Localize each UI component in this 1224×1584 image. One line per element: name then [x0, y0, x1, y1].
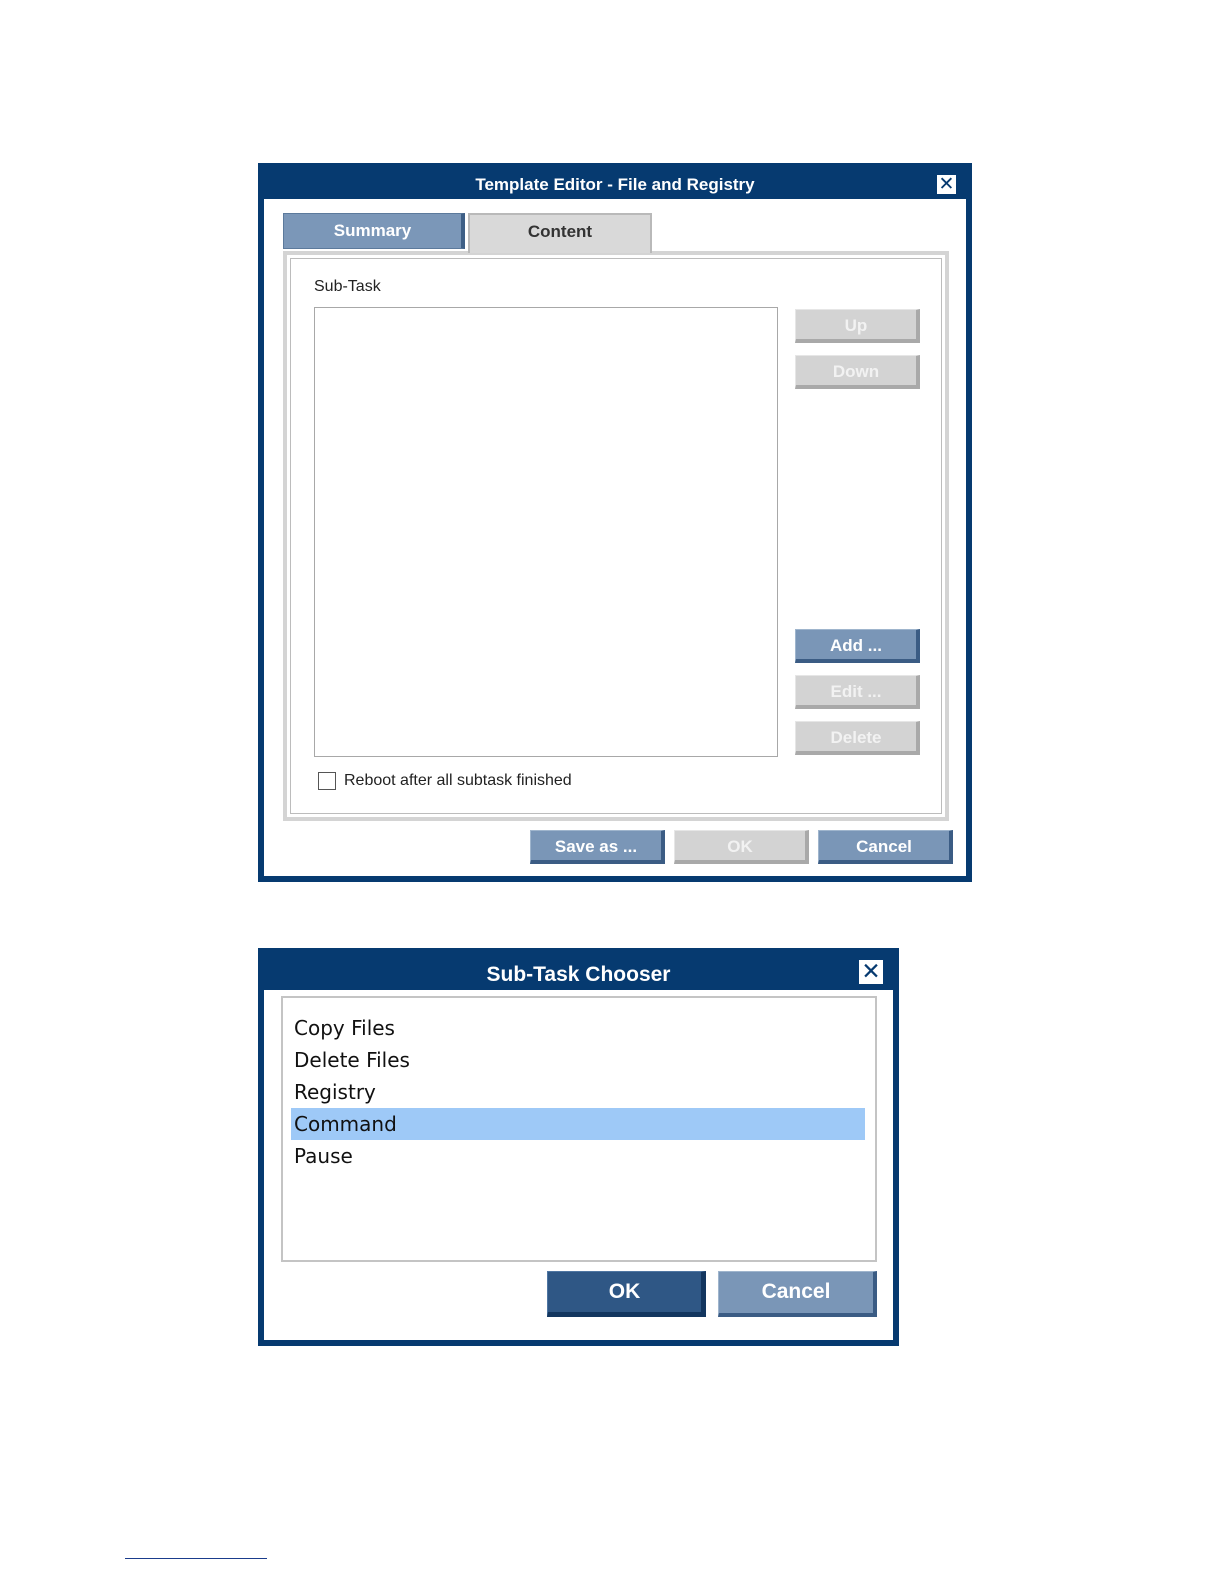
add-button[interactable]: Add ... [795, 629, 920, 663]
footnote-divider [125, 1558, 267, 1559]
chooser-title-bar[interactable] [264, 954, 893, 990]
reboot-option [318, 770, 572, 792]
reboot-checkbox-label: Reboot after all subtask finished [344, 772, 572, 789]
close-icon[interactable]: ✕ [857, 958, 885, 986]
ok-button[interactable]: OK [674, 830, 809, 864]
dialog-title: Template Editor - File and Registry [475, 175, 755, 194]
subtask-label: Sub-Task [314, 278, 381, 295]
list-item-delete-files[interactable]: Delete Files [294, 1048, 410, 1072]
delete-button[interactable]: Delete [795, 721, 920, 755]
close-icon[interactable]: ✕ [935, 173, 958, 196]
list-item-pause[interactable]: Pause [294, 1144, 353, 1168]
chooser-ok-button[interactable]: OK [547, 1271, 706, 1317]
cancel-button[interactable]: Cancel [818, 830, 953, 864]
tab-summary[interactable]: Summary [283, 213, 465, 249]
template-editor-dialog [258, 163, 972, 882]
tab-content[interactable]: Content [468, 213, 652, 253]
save-as-button[interactable]: Save as ... [530, 830, 665, 864]
edit-button[interactable]: Edit ... [795, 675, 920, 709]
subtask-chooser-dialog [258, 948, 899, 1346]
chooser-title: Sub-Task Chooser [486, 963, 671, 986]
list-item-command[interactable]: Command [291, 1108, 865, 1140]
chooser-cancel-button[interactable]: Cancel [718, 1271, 877, 1317]
list-item-registry[interactable]: Registry [294, 1080, 376, 1104]
subtask-list[interactable] [314, 307, 778, 757]
list-item-copy-files[interactable]: Copy Files [294, 1016, 395, 1040]
up-button[interactable]: Up [795, 309, 920, 343]
down-button[interactable]: Down [795, 355, 920, 389]
reboot-checkbox[interactable] [318, 772, 336, 790]
dialog-title-bar[interactable] [264, 169, 966, 199]
subtask-type-list[interactable] [281, 996, 877, 1262]
content-tab-panel [283, 251, 949, 821]
